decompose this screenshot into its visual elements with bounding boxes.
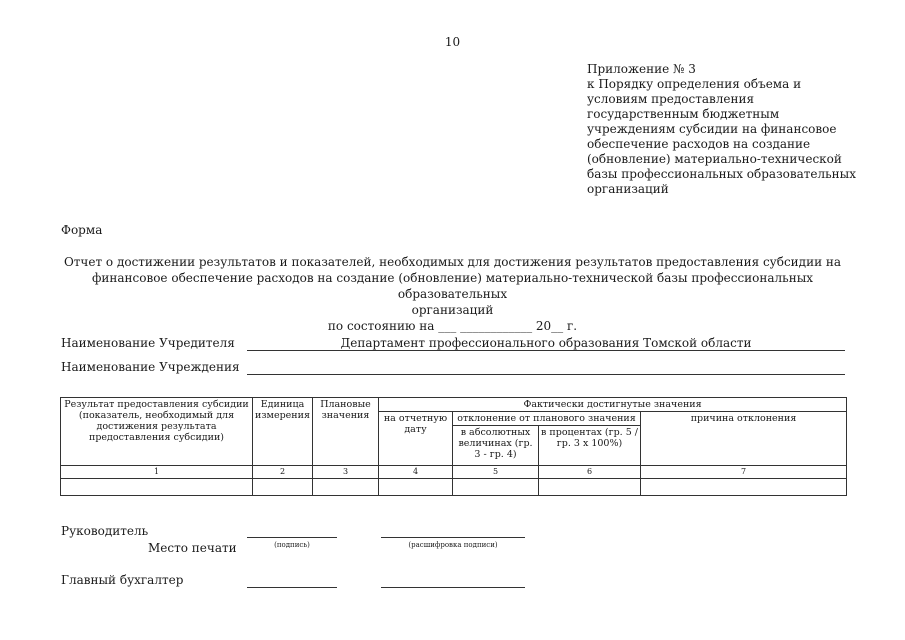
title-line: организаций [411,303,494,317]
decoding-caption: (расшифровка подписи) [408,541,498,549]
appendix-line: обеспечение расходов на создание [587,137,811,151]
signature-caption: (подпись) [274,541,310,549]
appendix-line: государственным бюджетным [587,107,780,121]
table-cell[interactable] [61,479,253,496]
header-absolute: в абсолютных величинах (гр. 3 - гр. 4) [453,426,539,466]
table-cell[interactable] [313,479,379,496]
head-decoding-line[interactable] [381,537,525,538]
appendix-line: (обновление) материально-технической [587,152,842,166]
appendix-block [587,62,887,197]
appendix-line: базы профессиональных образовательных [587,167,856,181]
column-number: 6 [539,466,641,479]
appendix-line: Приложение № 3 [587,62,696,76]
table-cell[interactable] [253,479,313,496]
institution-value[interactable] [247,360,845,375]
page-number: 10 [444,35,461,49]
column-number-row [61,466,847,479]
table-row [61,479,847,496]
report-table [60,397,847,496]
form-label: Форма [61,223,103,237]
column-number: 4 [379,466,453,479]
header-result: Результат предоставления субсидии (показатель, необходимый для достижения результата предоставления субсидии) [61,398,253,466]
appendix-line: организаций [587,182,669,196]
appendix-line: условиям предоставления [587,92,755,106]
header-on-date: на отчетную дату [379,412,453,466]
title-line: финансовое обеспечение расходов на создание (обновление) материально-технической базы профессиональных образовательных [91,271,814,301]
column-number: 3 [313,466,379,479]
table-cell[interactable] [453,479,539,496]
column-number: 2 [253,466,313,479]
institution-label: Наименование Учреждения [61,360,240,374]
header-planned: Плановые значения [313,398,379,466]
report-date-line: по состоянию на ___ ____________ 20__ г. [327,319,578,333]
founder-label: Наименование Учредителя [61,336,235,350]
accountant-signature-line[interactable] [247,587,337,588]
head-signature-line[interactable] [247,537,337,538]
table-cell[interactable] [539,479,641,496]
appendix-line: учреждениям субсидии на финансовое [587,122,837,136]
appendix-line: к Порядку определения объема и [587,77,802,91]
column-number: 7 [641,466,847,479]
accountant-decoding-line[interactable] [381,587,525,588]
table-cell[interactable] [641,479,847,496]
header-unit: Единица измерения [253,398,313,466]
header-actual-group: Фактически достигнутые значения [379,398,847,412]
header-reason: причина отклонения [641,412,847,466]
header-percent: в процентах (гр. 5 / гр. 3 x 100%) [539,426,641,466]
head-label: Руководитель [61,524,149,538]
title-line: Отчет о достижении результатов и показателей, необходимых для достижения результатов предоставления субсидии на [63,255,842,269]
header-deviation-group: отклонение от планового значения [453,412,641,426]
column-number: 5 [453,466,539,479]
founder-value[interactable]: Департамент профессионального образования Томской области [247,336,845,351]
stamp-label: Место печати [148,541,237,555]
table-cell[interactable] [379,479,453,496]
column-number: 1 [61,466,253,479]
accountant-label: Главный бухгалтер [61,573,184,587]
report-title [55,254,850,334]
